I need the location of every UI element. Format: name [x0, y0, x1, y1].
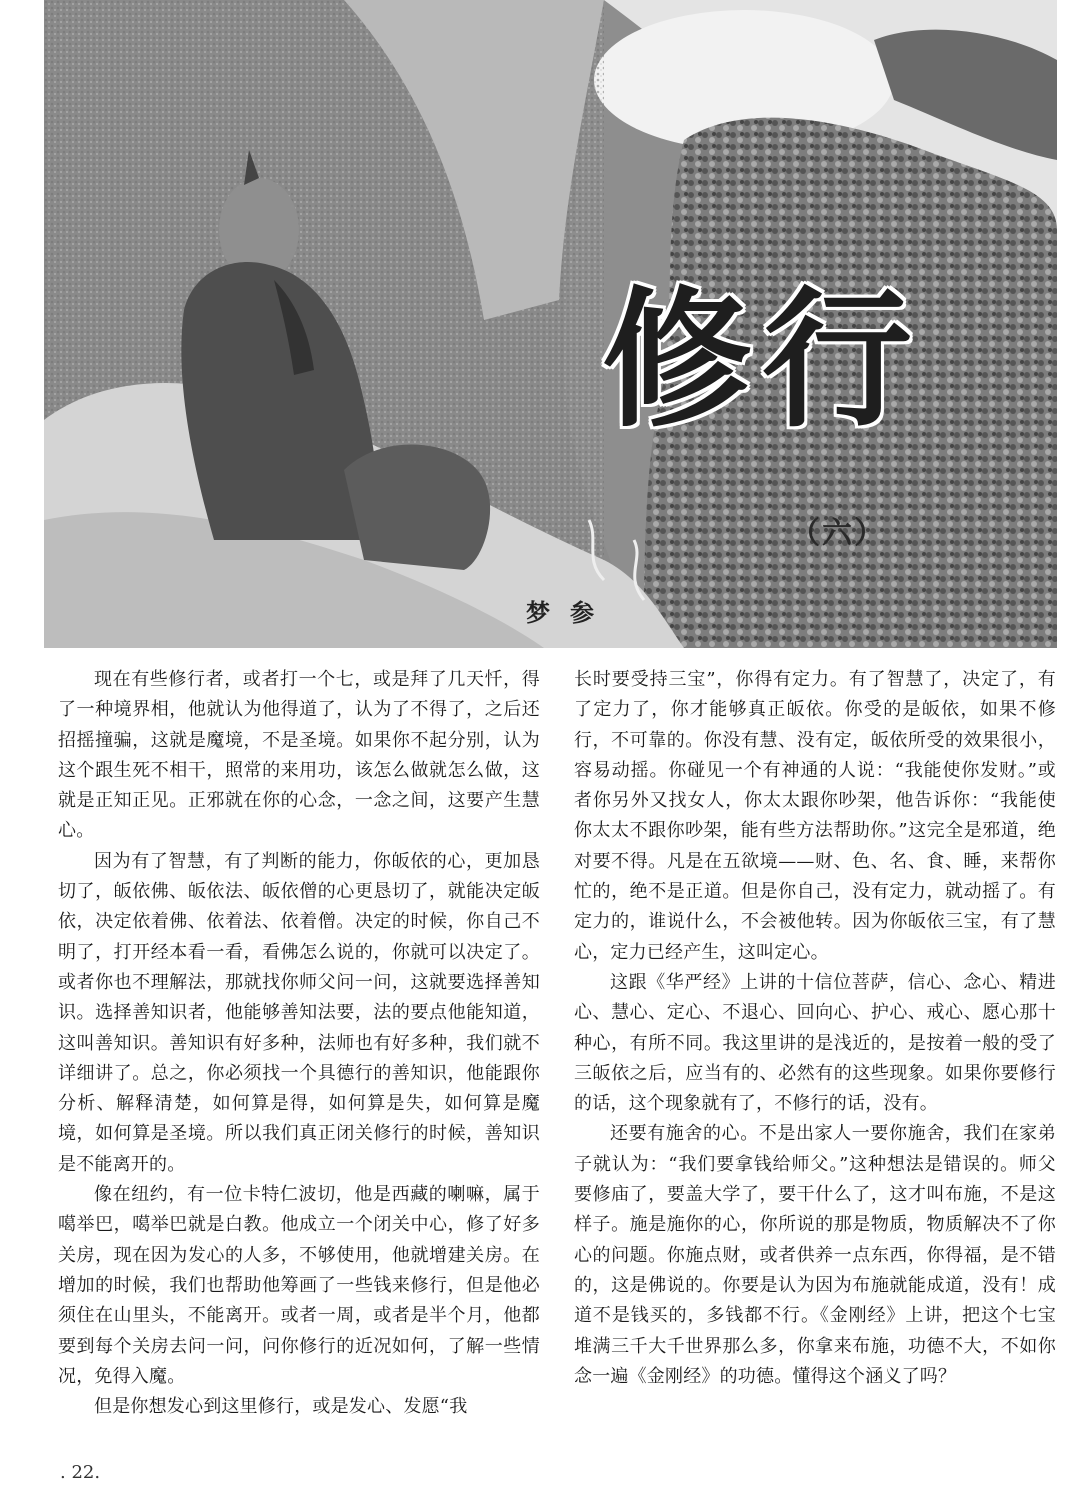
paragraph: 长时要受持三宝”，你得有定力。有了智慧了，决定了，有了定力了，你才能够真正皈依。你受的是皈依，如果不修行，不可靠的。你没有慧、没有定，皈依所受的效果很小，容易动摇。你碰见一个有神通的人说：“我能使你发财。”或者你另外又找女人，你太太跟你吵架，他告诉你：“我能使你太太不跟你吵架，能有些方法帮助你。”这完全是邪道，绝对要不得。凡是在五欲境——财、色、名、食、睡，来帮你忙的，绝不是正道。但是你自己，没有定力，就动摇了。有定力的，谁说什么，不会被他转。因为你皈依三宝，有了慧心，定力已经产生，这叫定心。 — [574, 669, 1056, 963]
right-column — [574, 665, 1056, 1392]
paragraph: 这跟《华严经》上讲的十信位菩萨，信心、念心、精进心、慧心、定心、不退心、回向心、护心、戒心、愿心那十种心，有所不同。我这里讲的是浅近的，是按着一般的受了三皈依之后，应当有的、必然有的这些现象。如果你要修行的话，这个现象就有了，不修行的话，没有。 — [574, 971, 1056, 1115]
paragraph: 但是你想发心到这里修行，或是发心、发愿“我 — [94, 1396, 468, 1418]
article-author: 梦参 — [526, 598, 614, 627]
paragraph: 因为有了智慧，有了判断的能力，你皈依的心，更加恳切了，皈依佛、皈依法、皈依僧的心更恳切了，就能决定皈依，决定依着佛、依着法、依着僧。决定的时候，你自己不明了，打开经本看一看，看佛怎么说的，你就可以决定了。或者你也不理解法，那就找你师父问一问，这就要选择善知识。选择善知识者，他能够善知法要，法的要点他能知道，这叫善知识。善知识有好多种，法师也有好多种，我们就不详细讲了。总之，你必须找一个具德行的善知识，他能跟你分析、解释清楚，如何算是得，如何算是失，如何算是魔境，如何算是圣境。所以我们真正闭关修行的时候，善知识是不能离开的。 — [58, 850, 540, 1175]
paragraph: 现在有些修行者，或者打一个七，或是拜了几天忏，得了一种境界相，他就认为他得道了，认为了不得了，之后还招摇撞骗，这就是魔境，不是圣境。如果你不起分别，认为这个跟生死不相干，照常的来用功，该怎么做就怎么做，这就是正知正见。正邪就在你的心念，一念之间，这要产生慧心。 — [58, 669, 540, 842]
article-title: 修行 — [602, 272, 923, 448]
paragraph: 还要有施舍的心。不是出家人一要你施舍，我们在家弟子就认为：“我们要拿钱给师父。”这种想法是错误的。师父要修庙了，要盖大学了，要干什么了，这才叫布施，不是这样子。施是施你的心，你所说的那是物质，物质解决不了你心的问题。你施点财，或者供养一点东西，你得福，是不错的，这是佛说的。你要是认为因为布施就能成道，没有！成道不是钱买的，多钱都不行。《金刚经》上讲，把这个七宝堆满三千大千世界那么多，你拿来布施，功德不大，不如你念一遍《金刚经》的功德。懂得这个涵义了吗？ — [574, 1123, 1056, 1387]
paragraph: 像在纽约，有一位卡特仁波切，他是西藏的喇嘛，属于噶举巴，噶举巴就是白教。他成立一个闭关中心，修了好多关房，现在因为发心的人多，不够使用，他就增建关房。在增加的时候，我们也帮助他筹画了一些钱来修行，但是他必须住在山里头，不能离开。或者一周，或者是半个月，他都要到每个关房去问一问，问你修行的近况如何，了解一些情况，免得入魔。 — [58, 1184, 540, 1387]
article-subtitle: （六） — [790, 516, 886, 551]
left-column — [58, 665, 540, 1422]
page-number: . 22. — [60, 1462, 101, 1483]
